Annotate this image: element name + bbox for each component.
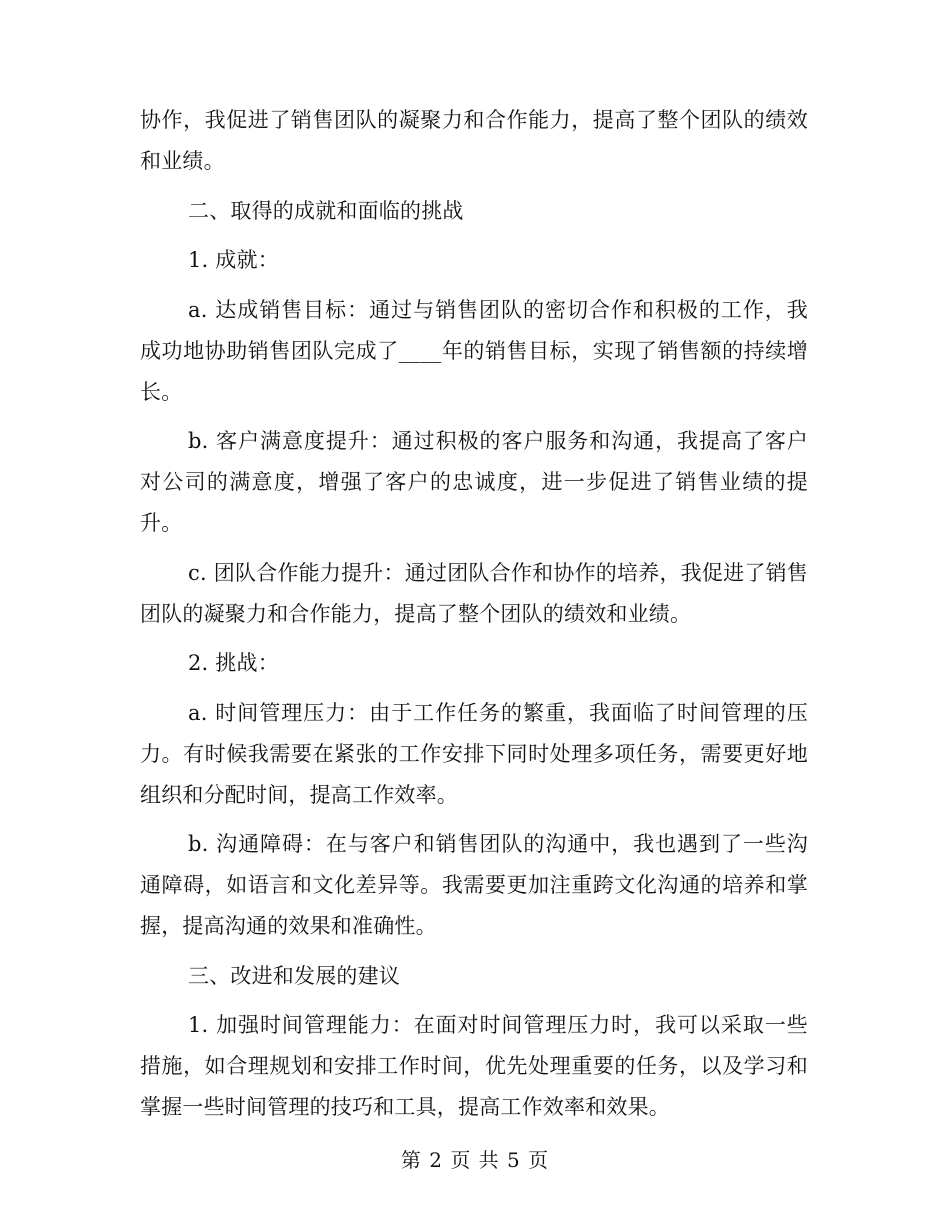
document-body: [140, 100, 808, 1137]
paragraph-sales-target: a. 达成销售目标：通过与销售团队的密切合作和积极的工作，我成功地协助销售团队完成了____年的销售目标，实现了销售额的持续增长。: [140, 297, 808, 404]
paragraph-team-cooperation: c. 团队合作能力提升：通过团队合作和协作的培养，我促进了销售团队的凝聚力和合作能力，提高了整个团队的绩效和业绩。: [140, 560, 808, 626]
subheading-achievements: 1. 成就：: [188, 248, 279, 272]
paragraph-continuation: 协作，我促进了销售团队的凝聚力和合作能力，提高了整个团队的绩效和业绩。: [140, 108, 808, 173]
section-heading-achievements-challenges: 二、取得的成就和面临的挑战: [188, 198, 464, 223]
page-footer: 第 2 页 共 5 页: [400, 1148, 550, 1172]
paragraph-time-management: a. 时间管理压力：由于工作任务的繁重，我面临了时间管理的压力。有时候我需要在紧张的工作安排下同时处理多项任务，需要更好地组织和分配时间，提高工作效率。: [140, 700, 808, 807]
section-heading-improvement: 三、改进和发展的建议: [188, 963, 400, 988]
paragraph-communication-barriers: b. 沟通障碍：在与客户和销售团队的沟通中，我也遇到了一些沟通障碍，如语言和文化差异等。我需要更加注重跨文化沟通的培养和掌握，提高沟通的效果和准确性。: [140, 832, 808, 938]
paragraph-time-management-suggestion: 1. 加强时间管理能力：在面对时间管理压力时，我可以采取一些措施，如合理规划和安排工作时间，优先处理重要的任务，以及学习和掌握一些时间管理的技巧和工具，提高工作效率和效果。: [140, 1013, 808, 1119]
subheading-challenges: 2. 挑战：: [188, 651, 279, 675]
paragraph-customer-satisfaction: b. 客户满意度提升：通过积极的客户服务和沟通，我提高了客户对公司的满意度，增强了客户的忠诚度，进一步促进了销售业绩的提升。: [140, 429, 808, 535]
